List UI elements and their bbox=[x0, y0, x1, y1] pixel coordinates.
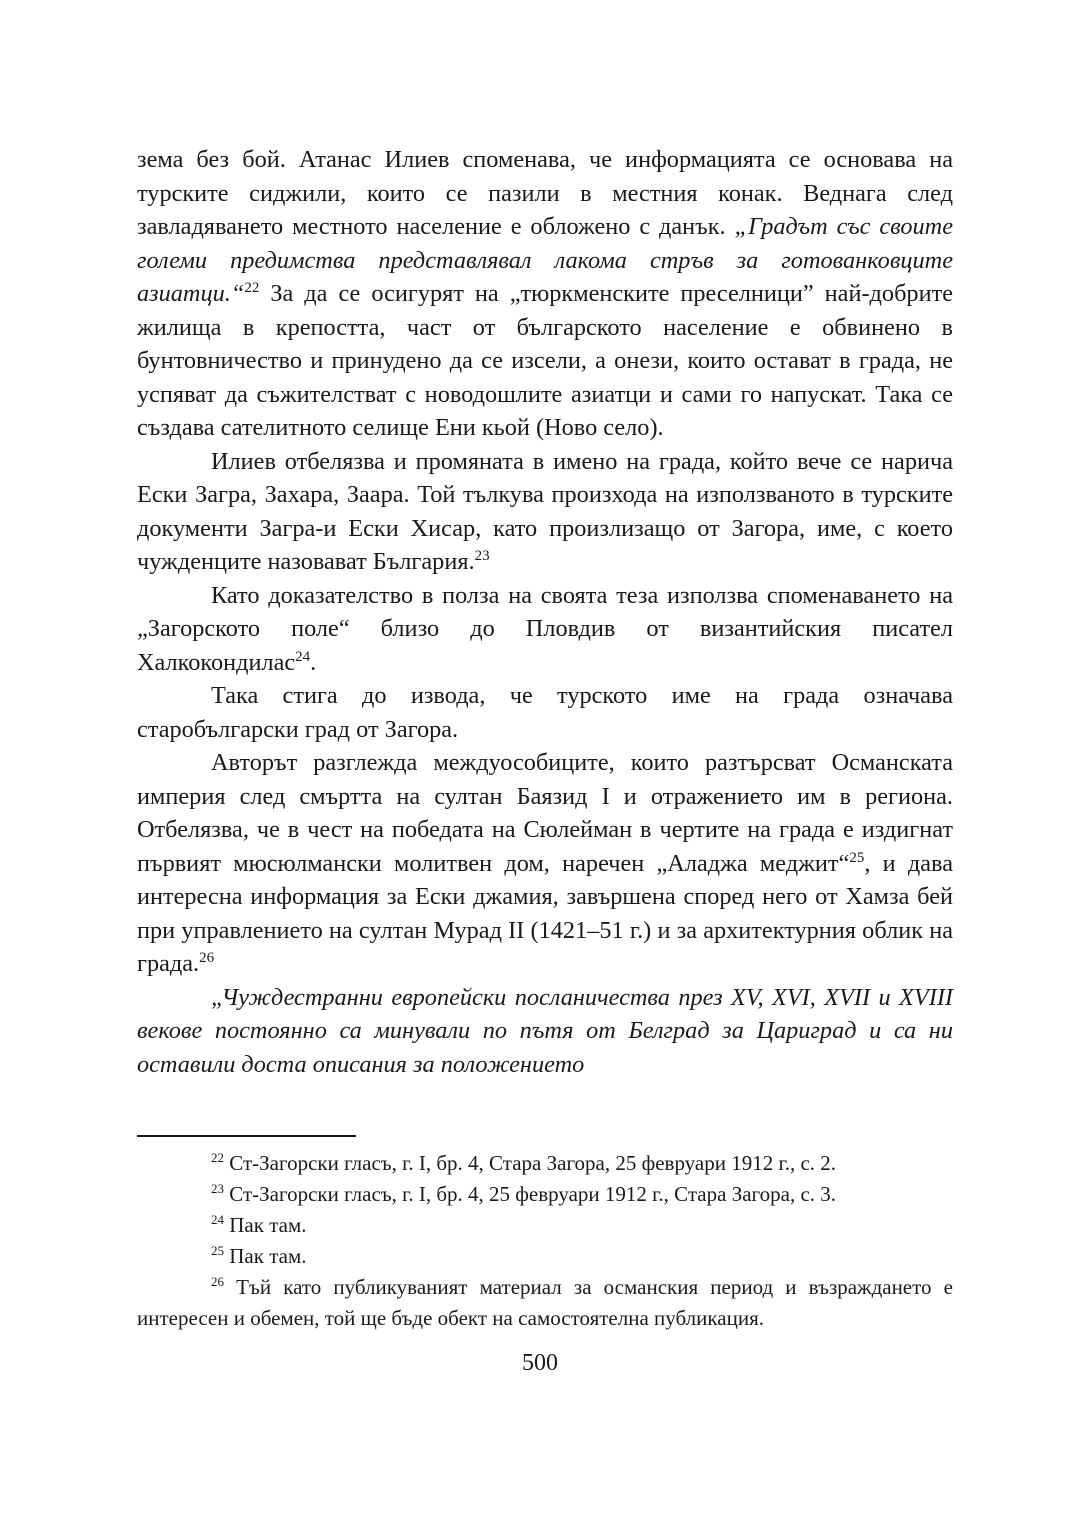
footnote-23 bbox=[137, 1179, 953, 1210]
footnote-text: Ст-Загорски гласъ, г. I, бр. 4, 25 февруари 1912 г., Стара Загора, с. 3. bbox=[224, 1182, 837, 1206]
paragraph-4 bbox=[137, 679, 953, 746]
paragraph-text: Авторът разглежда междуособиците, които разтърсват Османската империя след смъртта на султан Баязид I и отражението им в региона. Отбелязва, че в чест на победата на Сюлейман в чертите на града е издигнат първият мюсюлмански молитвен дом, наречен „Аладжа меджит“ bbox=[137, 749, 953, 877]
italic-quote: „Чуждестранни европейски посланичества през XV, XVI, XVII и XVIII векове постоянно са минували по пътя от Белград за Цариград и са ни оставили доста описания за положението bbox=[137, 983, 953, 1078]
footnotes bbox=[137, 1148, 953, 1334]
footnote-number: 22 bbox=[211, 1150, 224, 1165]
paragraph-3 bbox=[137, 579, 953, 680]
page-number: 500 bbox=[522, 1350, 558, 1376]
footnote-text: Пак там. bbox=[224, 1213, 307, 1237]
paragraph-1 bbox=[137, 143, 953, 445]
footnote-separator bbox=[137, 1135, 356, 1137]
paragraph-text: зема без бой. Атанас Илиев споменава, че информацията се основава на турските сиджили, които се пазили в местния конак. Веднага след завладяването местното население е обложено с данък. bbox=[137, 146, 953, 240]
paragraph-text: , и дава интересна информация за Ески джамия, завършена според него от Хамза бей при управлението на султан Мурад II (1421–51 г.) и за архитектурния облик на града. bbox=[137, 849, 953, 977]
footnote-25 bbox=[137, 1241, 953, 1272]
main-text bbox=[137, 143, 953, 1081]
footnote-ref-23[interactable]: 23 bbox=[474, 548, 490, 564]
paragraph-6 bbox=[137, 981, 953, 1082]
footnote-text: Пак там. bbox=[224, 1244, 307, 1268]
paragraph-text: . bbox=[310, 648, 317, 676]
footnote-text: Ст-Загорски гласъ, г. I, бр. 4, Стара Загора, 25 февруари 1912 г., с. 2. bbox=[224, 1151, 837, 1175]
paragraph-2 bbox=[137, 445, 953, 579]
footnote-text: Тъй като публикуваният материал за османския период и възраждането е интересен и обемен, той ще бъде обект на самостоятелна публикация. bbox=[137, 1275, 953, 1330]
paragraph-5 bbox=[137, 746, 953, 981]
footnote-ref-22[interactable]: 22 bbox=[244, 280, 260, 296]
footnote-ref-26[interactable]: 26 bbox=[199, 950, 215, 966]
paragraph-text: Като доказателство в полза на своята теза използва споменаването на „Загорското поле“ близо до Пловдив от византийския писател Халкокондилас bbox=[137, 581, 953, 676]
footnote-number: 26 bbox=[211, 1274, 224, 1289]
footnote-number: 23 bbox=[211, 1181, 224, 1196]
paragraph-text: Така стига до извода, че турското име на града означава старобългарски град от Загора. bbox=[137, 682, 953, 743]
footnote-number: 24 bbox=[211, 1212, 224, 1227]
footnote-22 bbox=[137, 1148, 953, 1179]
italic-quote: „Градът със своите големи предимства представлявал лакома стръв за готованковците азиатци.“ bbox=[137, 213, 953, 307]
footnote-number: 25 bbox=[211, 1243, 224, 1258]
footnote-ref-25[interactable]: 25 bbox=[849, 849, 865, 866]
paragraph-text: Илиев отбелязва и промяната в имено на града, който вече се нарича Ески Загра, Захара, Заара. Той тълкува произхода на използваното в турските документи Загра-и Ески Хисар, като произлизащо от Загора, име, с което чужденците назовават България. bbox=[137, 447, 953, 575]
paragraph-text: За да се осигурят на „тюркменските преселници” най-добрите жилища в крепостта, част от българското население е обвинено в бунтовничество и принудено да се изсели, а онези, които остават в града, не успяват да съжителстват с новодошлите азиатци и сами го напускат. Така се създава сателитното селище Ени кьой (Ново село). bbox=[137, 280, 953, 441]
footnote-26 bbox=[137, 1272, 953, 1334]
footnote-ref-24[interactable]: 24 bbox=[295, 648, 311, 665]
footnote-24 bbox=[137, 1210, 953, 1241]
